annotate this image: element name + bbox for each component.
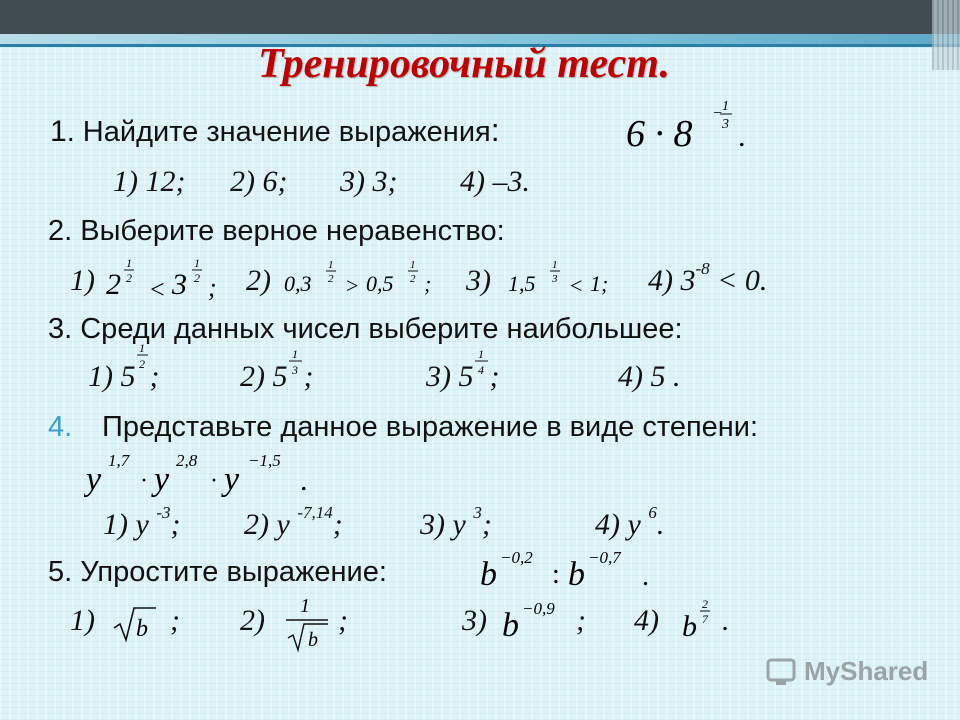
answer-2-1-label: 1) — [70, 264, 95, 297]
svg-text:0,5: 0,5 — [366, 271, 394, 296]
question-1-text: . Найдите значение выражения — [66, 116, 491, 148]
question-1-colon: : — [490, 112, 500, 148]
svg-text:.: . — [300, 464, 308, 497]
svg-text:>: > — [346, 273, 359, 298]
question-1 — [50, 112, 500, 149]
answer-5-3-tail: ; — [576, 604, 586, 637]
expr-period: . — [738, 120, 746, 153]
answer-4-2: 2) y $^{-7,14}$; — [244, 503, 343, 541]
answer-4-4: 4) y $^6$. — [595, 503, 665, 541]
svg-text:<: < — [150, 275, 165, 304]
svg-text:;: ; — [424, 271, 432, 296]
svg-text:1: 1 — [328, 259, 334, 271]
answer-1-4: 4) –3. — [460, 165, 530, 198]
answer-3-1 — [88, 341, 160, 394]
svg-text:3: 3 — [172, 268, 187, 301]
question-4-text: Представьте данное выражение в виде степени: — [102, 411, 759, 443]
svg-text:4: 4 — [477, 363, 484, 377]
top-bar — [0, 0, 960, 34]
answer-2-4 — [648, 259, 768, 298]
svg-text:−0,7: −0,7 — [588, 548, 621, 567]
svg-text:b: b — [568, 556, 585, 593]
svg-text:2: 2 — [138, 357, 145, 371]
svg-text:3: 3 — [291, 363, 298, 377]
answer-3-2-tail: ; — [303, 360, 314, 393]
svg-text::: : — [552, 559, 560, 590]
answer-3-1-exp — [136, 340, 150, 374]
svg-text:2: 2 — [410, 273, 416, 285]
answer-3-1-tail: ; — [149, 360, 160, 393]
answer-2-3-expression — [506, 255, 626, 299]
svg-text:3: 3 — [552, 273, 558, 285]
answer-5-4-expression — [680, 594, 720, 642]
svg-text:1: 1 — [552, 259, 558, 271]
watermark-logo-icon — [766, 656, 800, 688]
svg-text:1: 1 — [126, 256, 132, 270]
svg-text:−0,2: −0,2 — [500, 548, 533, 567]
svg-text:y: y — [154, 461, 170, 498]
svg-text:1: 1 — [291, 347, 298, 361]
svg-text:2: 2 — [126, 271, 132, 285]
question-1-number: 1 — [50, 115, 67, 148]
answer-4-3: 3) y $^3$; — [420, 503, 492, 541]
answer-2-4-label: 4) — [648, 264, 673, 297]
slide-title: Тренировочный тест. — [258, 41, 670, 87]
svg-text:0,3: 0,3 — [284, 271, 312, 296]
answer-5-3-expression — [500, 596, 566, 642]
svg-text:b: b — [308, 629, 318, 651]
svg-text:2: 2 — [106, 268, 121, 301]
answer-5-1-label: 1) — [70, 604, 95, 637]
svg-text:b: b — [136, 616, 148, 642]
answer-2-4-rest: < 0. — [709, 264, 768, 297]
answer-5-4-label: 4) — [634, 604, 659, 637]
question-2-text: 2. Выберите верное неравенство: — [48, 215, 505, 247]
svg-text:1: 1 — [410, 259, 416, 271]
svg-text:1: 1 — [300, 595, 310, 617]
svg-text:1: 1 — [477, 347, 484, 361]
exp-numerator: 1 — [722, 99, 729, 114]
answer-5-1-sqrt — [112, 604, 158, 646]
answer-5-4-tail: . — [722, 604, 730, 637]
svg-text:y: y — [86, 461, 102, 498]
svg-text:.: . — [642, 561, 649, 592]
answer-2-3-label: 3) — [466, 264, 491, 297]
watermark-text: MyShared — [804, 656, 929, 686]
answer-3-3-exp — [474, 346, 490, 380]
answer-2-2-label: 2) — [246, 264, 271, 297]
answer-3-2-exp — [288, 346, 304, 380]
answer-2-2-expression — [282, 255, 446, 299]
answer-3-4-label: 4) 5 — [618, 360, 666, 393]
svg-text:−1,5: −1,5 — [248, 451, 281, 470]
svg-text:1,5: 1,5 — [508, 271, 536, 296]
question-5-text: 5. Упростите выражение: — [48, 556, 387, 588]
svg-text:7: 7 — [702, 612, 708, 626]
answer-2-1-expression — [104, 252, 226, 304]
svg-text:2: 2 — [702, 597, 708, 611]
answer-4-1: 1) y $^{-3}$; — [103, 503, 181, 541]
exp-denominator: 3 — [722, 117, 729, 132]
answer-3-1-label: 1) 5 — [88, 360, 136, 393]
answer-2-4-exp: -8 — [695, 259, 710, 278]
answer-3-2-label: 2) 5 — [240, 360, 288, 393]
svg-text:·: · — [140, 468, 148, 494]
answer-5-3-label: 3) — [462, 604, 487, 637]
svg-text:1: 1 — [194, 256, 200, 270]
svg-text:;: ; — [208, 273, 217, 302]
answer-1-3: 3) 3; — [340, 165, 398, 198]
answer-5-2-fraction — [284, 590, 332, 656]
svg-text:·: · — [210, 468, 218, 494]
svg-text:<: < — [570, 273, 583, 298]
answer-1-1: 1) 12; — [113, 165, 186, 198]
answer-1-2: 2) 6; — [230, 165, 288, 198]
svg-text:y: y — [224, 461, 240, 498]
svg-text:2: 2 — [328, 273, 334, 285]
question-5-expression — [478, 545, 658, 593]
exp-minus: − — [712, 105, 723, 122]
answer-3-3 — [426, 347, 500, 394]
svg-text:b: b — [682, 610, 697, 642]
corner-decoration — [932, 0, 960, 70]
svg-text:1,7: 1,7 — [108, 451, 130, 470]
answer-5-1-tail: ; — [170, 604, 180, 637]
answer-3-3-tail: ; — [489, 360, 500, 393]
answer-3-4 — [618, 360, 681, 394]
svg-text:−0,9: −0,9 — [522, 599, 555, 618]
svg-text:b: b — [480, 556, 497, 593]
question-1-expression — [620, 92, 750, 156]
svg-text:b: b — [502, 607, 519, 642]
question-4-number: 4. — [48, 411, 73, 443]
svg-text:1: 1 — [138, 341, 145, 355]
question-3-text: 3. Среди данных чисел выберите наибольшее: — [48, 313, 683, 345]
svg-text:2: 2 — [194, 271, 200, 285]
answer-3-3-label: 3) 5 — [426, 360, 474, 393]
answer-2-4-base: 3 — [680, 264, 696, 297]
expr-6-dot-8: 6 · 8 — [626, 113, 693, 155]
answer-3-4-tail: . — [665, 360, 681, 393]
svg-text:2,8: 2,8 — [176, 451, 198, 470]
answer-5-2-tail: ; — [338, 604, 348, 637]
answer-3-2 — [240, 347, 314, 394]
answer-5-2-label: 2) — [240, 604, 265, 637]
question-4-expression — [84, 448, 344, 498]
svg-text:1;: 1; — [590, 271, 609, 296]
